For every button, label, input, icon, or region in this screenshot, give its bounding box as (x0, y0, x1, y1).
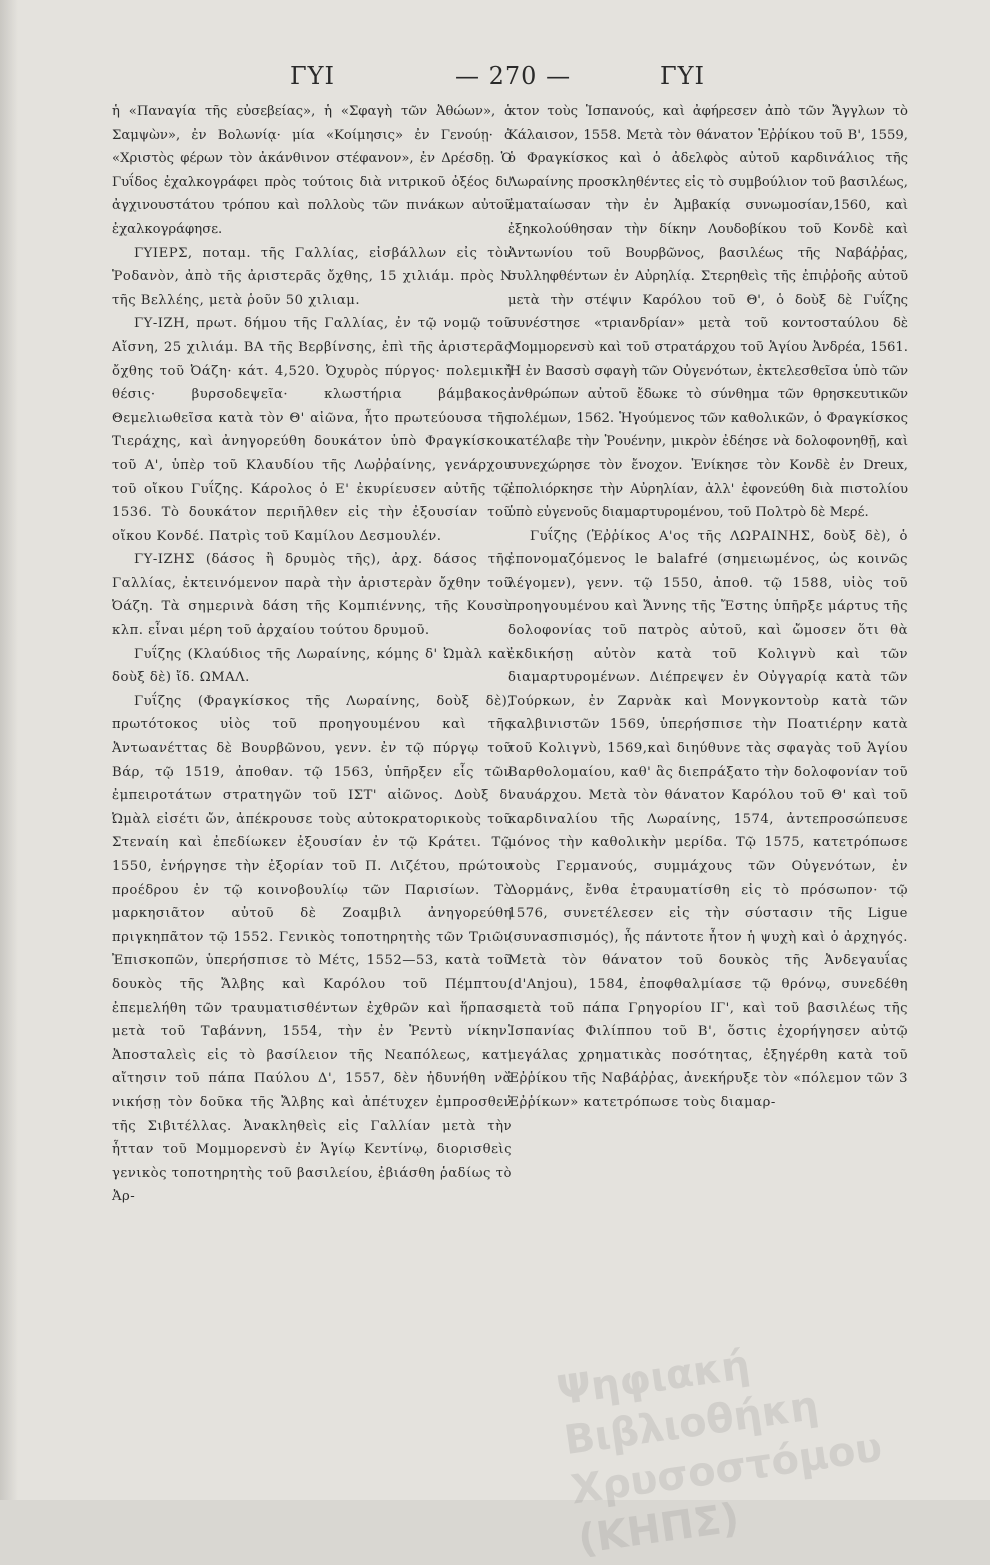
entry-guiers: ΓΥΙΕΡΣ, ποταμ. τῆς Γαλλίας, εἰσβάλλων εἰς τὸν Ῥοδανὸν, ἀπὸ τῆς ἀριστερᾶς ὄχθης, 15 χιλιάμ. πρὸς Ν τῆς Βελλέης, μετὰ ῥοῦν 50 χιλιαμ. (112, 245, 512, 308)
left-column (112, 100, 512, 1209)
header-right: ΓΥΙ (660, 62, 705, 90)
library-watermark: Ψηφιακή Βιβλιοθήκη Χρυσοστόμου (ΚΗΠΣ) (554, 1341, 885, 1564)
entry-guise-forest: ΓΥ-ΙΖΗΣ (δάσος ἢ δρυμὸς τῆς), ἀρχ. δάσος τῆς Γαλλίας, ἐκτεινόμενον παρὰ τὴν ἀριστερὰν ὄχθην τοῦ Ὀάζη. Τὰ σημερινὰ δάση τῆς Κομπιέννης, τῆς Κουσὺ κλπ. εἶναι μέρη τοῦ ἀρχαίου τούτου δρυμοῦ. (112, 552, 512, 639)
page-binding-shadow (0, 0, 18, 1500)
header-left: ΓΥΙ (290, 62, 335, 90)
entry-guise-town: ΓΥ-ΙΖΗ, πρωτ. δήμου τῆς Γαλλίας, ἐν τῷ νομῷ τοῦ Αἴσνη, 25 χιλιάμ. ΒΑ τῆς Βερβίνσης, ἐπὶ τῆς ἀριστερᾶς ὄχθης τοῦ Ὀάζη· κάτ. 4,520. Ὀχυρὸς πύργος· πολεμικὴ θέσις· βυρσοδεψεῖα· κλωστήρια βάμβακος. Θεμελιωθεῖσα κατὰ τὸν Θ' αἰῶνα, ἦτο πρωτεύουσα τῆς Τιεράχης, καὶ ἀνηγορεύθη δουκάτον ὑπὸ Φραγκίσκου τοῦ Α', ὑπὲρ τοῦ Κλαυδίου τῆς Λωῤῥαίνης, γενάρχου τοῦ οἴκου Γυΐζης. Κάρολος ὁ Ε' ἐκυρίευσεν αὐτῆς τῷ 1536. Τὸ δουκάτον περιῆλθεν εἰς τὴν ἐξουσίαν τοῦ οἴκου Κονδέ. Πατρὶς τοῦ Καμίλου Δεσμουλέν. (112, 316, 512, 544)
entry-guise-francois: Γυΐζης (Φραγκίσκος τῆς Λωραίνης, δοὺξ δὲ), πρωτότοκος υἱὸς τοῦ προηγουμένου καὶ τῆς Ἀντωανέττας δὲ Βουρβῶνου, γενν. ἐν τῷ πύργῳ τοῦ Βάρ, τῷ 1519, ἀποθαν. τῷ 1563, ὑπῆρξεν εἷς τῶν ἐμπειροτάτων στρατηγῶν τοῦ ΙΣΤ' αἰῶνος. Δοὺξ δ' Ὠμὰλ εἰσέτι ὤν, ἀπέκρουσε τοὺς αὐτοκρατορικοὺς τοῦ Στεναίη καὶ ἐπεδίωκεν ἐξουσίαν ἐν τῷ Κράτει. Τῷ 1550, ἐνήργησε τὴν ἐξορίαν τοῦ Π. Λιζέτου, πρώτου προέδρου ἐν τῷ κοινοβουλίῳ τῶν Παρισίων. Τὸ μαρκησιᾶτον αὐτοῦ δὲ Ζοαμβιλ ἀνηγορεύθη πριγκηπᾶτον τῷ 1552. Γενικὸς τοποτηρητὴς τῶν Τριῶν Ἐπισκοπῶν, ὑπερήσπισε τὸ Μέτς, 1552—53, κατὰ τοῦ δουκὸς τῆς Ἄλβης καὶ Καρόλου τοῦ Πέμπτου, ἐπεμελήθη τῶν τραυματισθέντων ἐχθρῶν καὶ ἥρπασε μετὰ τοῦ Ταβάννη, 1554, τὴν ἐν Ῥεντὺ νίκην. Ἀποσταλεὶς εἰς τὸ βασίλειον τῆς Νεαπόλεως, κατ' αἴτησιν τοῦ πάπα Παύλου Δ', 1557, δὲν ἠδυνήθη νὰ νικήσῃ τὸν δοῦκα τῆς Ἄλβης καὶ ἀπέτυχεν ἐμπροσθεν τῆς Σιβιτέλλας. Ἀνακληθεὶς εἰς Γαλλίαν μετὰ τὴν ἧτταν τοῦ Μομμορενσὺ ἐν Ἁγίῳ Κεντίνῳ, διορισθεὶς γενικὸς τοποτηρητὴς τοῦ βασιλείου, ἐβιάσθη ῥαδίως τὸ Ἀρ- (112, 693, 512, 1205)
entry-guise-henri: Γυΐζης (Ἑῤῥίκος Α'ος τῆς ΛΩΡΑΙΝΗΣ, δοὺξ δὲ), ὁ ἐπονομαζόμενος le balafré (σημειωμένος, ὡς κοινῶς λέγομεν), γενν. τῷ 1550, ἀποθ. τῷ 1588, υἱὸς τοῦ προηγουμένου καὶ Ἄννης τῆς Ἔστης ὑπῆρξε μάρτυς τῆς δολοφονίας τοῦ πατρὸς αὐτοῦ, καὶ ὤμοσεν ὅτι θὰ ἐκδικήσῃ αὐτὸν κατὰ τοῦ Κολιγνὺ καὶ τῶν διαμαρτυρομένων. Διέπρεψεν ἐν Οὐγγαρίᾳ κατὰ τῶν Τούρκων, ἐν Ζαρνὰκ καὶ Μονγκοντοὺρ κατὰ τῶν καλβινιστῶν 1569, ὑπερήσπισε τὴν Ποατιέρην κατὰ τοῦ Κολιγνὺ, 1569,καὶ διηύθυνε τὰς σφαγὰς τοῦ Ἁγίου Βαρθολομαίου, καθ' ἃς διεπράξατο τὴν δολοφονίαν τοῦ ναυάρχου. Μετὰ τὸν θάνατον Καρόλου τοῦ Θ' καὶ τοῦ καρδιναλίου τῆς Λωραίνης, 1574, ἀντεπροσώπευσε μόνος τὴν καθολικὴν μερίδα. Τῷ 1575, κατετρόπωσε τοὺς Γερμανούς, συμμάχους τῶν Οὐγενότων, ἐν Δορμάνς, ἔνθα ἐτραυματίσθη εἰς τὸ πρόσωπον· τῷ 1576, συνετέλεσεν εἰς τὴν σύστασιν τῆς Ligue (συνασπισμός), ἧς πάντοτε ἦτον ἡ ψυχὴ καὶ ὁ ἀρχηγός. Μετὰ τὸν θάνατον τοῦ δουκὸς τῆς Ἀνδεγαυΐας (d'Anjou), 1584, ἐποφθαλμίασε τῷ θρόνῳ, συνεδέθη μετὰ τοῦ πάπα Γρηγορίου ΙΓ', καὶ τοῦ βασιλέως τῆς Ἱσπανίας Φιλίππου τοῦ Β', ὅστις ἐχορήγησεν αὐτῷ μεγάλας χρηματικὰς ποσότητας, ἐξηγέρθη κατὰ τοῦ Ἑῤῥίκου τῆς Ναβάῤῥας, ἀνεκήρυξε τὸν «πόλεμον τῶν 3 Ἑῤῥίκων» κατετρόπωσε τοὺς διαμαρ- (508, 528, 908, 1110)
entry-guise-claude: Γυΐζης (Κλαύδιος τῆς Λωραίνης, κόμης δ' Ὠμὰλ καὶ δοὺξ δὲ) ἴδ. ΩΜΑΛ. (112, 646, 512, 686)
right-column (508, 100, 908, 1115)
paragraph-continuation: ἡ «Παναγία τῆς εὐσεβείας», ἡ «Σφαγὴ τῶν Ἀθώων», ὁ Σαμψὼν», ἐν Βολωνίᾳ· μία «Κοίμησις» ἐν Γενούῃ· ὁ «Χριστὸς φέρων τὸν ἀκάνθινον στέφανον», ἐν Δρέσδῃ. Ὁ Γυΐδος ἐχαλκογράφει πρὸς τούτοις διὰ νιτρικοῦ ὀξέος δι' ἀγχινουστάτου τρόπου καὶ πολλοὺς τῶν πινάκων αὐτοῦ ἐχαλκογράφησε. (112, 104, 512, 237)
running-header (0, 62, 990, 92)
paragraph-continuation-right: κτον τοὺς Ἱσπανούς, καὶ ἀφήρεσεν ἀπὸ τῶν Ἄγγλων τὸ Κάλαισον, 1558. Μετὰ τὸν θάνατον Ἑῤῥίκου τοῦ Β', 1559, ὁ Φραγκίσκος καὶ ὁ ἀδελφὸς αὐτοῦ καρδινάλιος τῆς Λωραίνης προσκληθέντες εἰς τὸ συμβούλιον τοῦ βασιλέως, ἐματαίωσαν τὴν ἐν Ἀμβακίᾳ συνωμοσίαν,1560, καὶ ἐξηκολούθησαν τὴν δίκην Λουδοβίκου τοῦ Κονδὲ καὶ Ἀντωνίου τοῦ Βουρβῶνος, βασιλέως τῆς Ναβάῤῥας, συλληφθέντων ἐν Αὐρηλίᾳ. Στερηθεὶς τῆς ἐπιῤῥοῆς αὐτοῦ μετὰ τὴν στέψιν Καρόλου τοῦ Θ', ὁ δοὺξ δὲ Γυΐζης συνέστησε «τριανδρίαν» μετὰ τοῦ κοντοσταύλου δὲ Μομμορενσὺ καὶ τοῦ στρατάρχου τοῦ Ἁγίου Ἀνδρέα, 1561. Ἡ ἐν Βασσὺ σφαγὴ τῶν Οὐγενότων, ἐκτελεσθεῖσα ὑπὸ τῶν ἀνθρώπων αὐτοῦ ἔδωκε τὸ σύνθημα τῶν θρησκευτικῶν πολέμων, 1562. Ἡγούμενος τῶν καθολικῶν, ὁ Φραγκίσκος κατέλαβε τὴν Ῥουένην, μικρὸν ἐδέησε νὰ δολοφονηθῇ, καὶ συνεχώρησε τὸν ἔνοχον. Ἐνίκησε τὸν Κονδὲ ἐν Dreux, ἐπολιόρκησε τὴν Αὐρηλίαν, ἀλλ' ἐφονεύθη διὰ πιστολίου ὑπὸ εὐγενοῦς διαμαρτυρομένου, τοῦ Πολτρὸ δὲ Μερέ. (508, 104, 908, 521)
page-number: — 270 — (455, 62, 572, 90)
